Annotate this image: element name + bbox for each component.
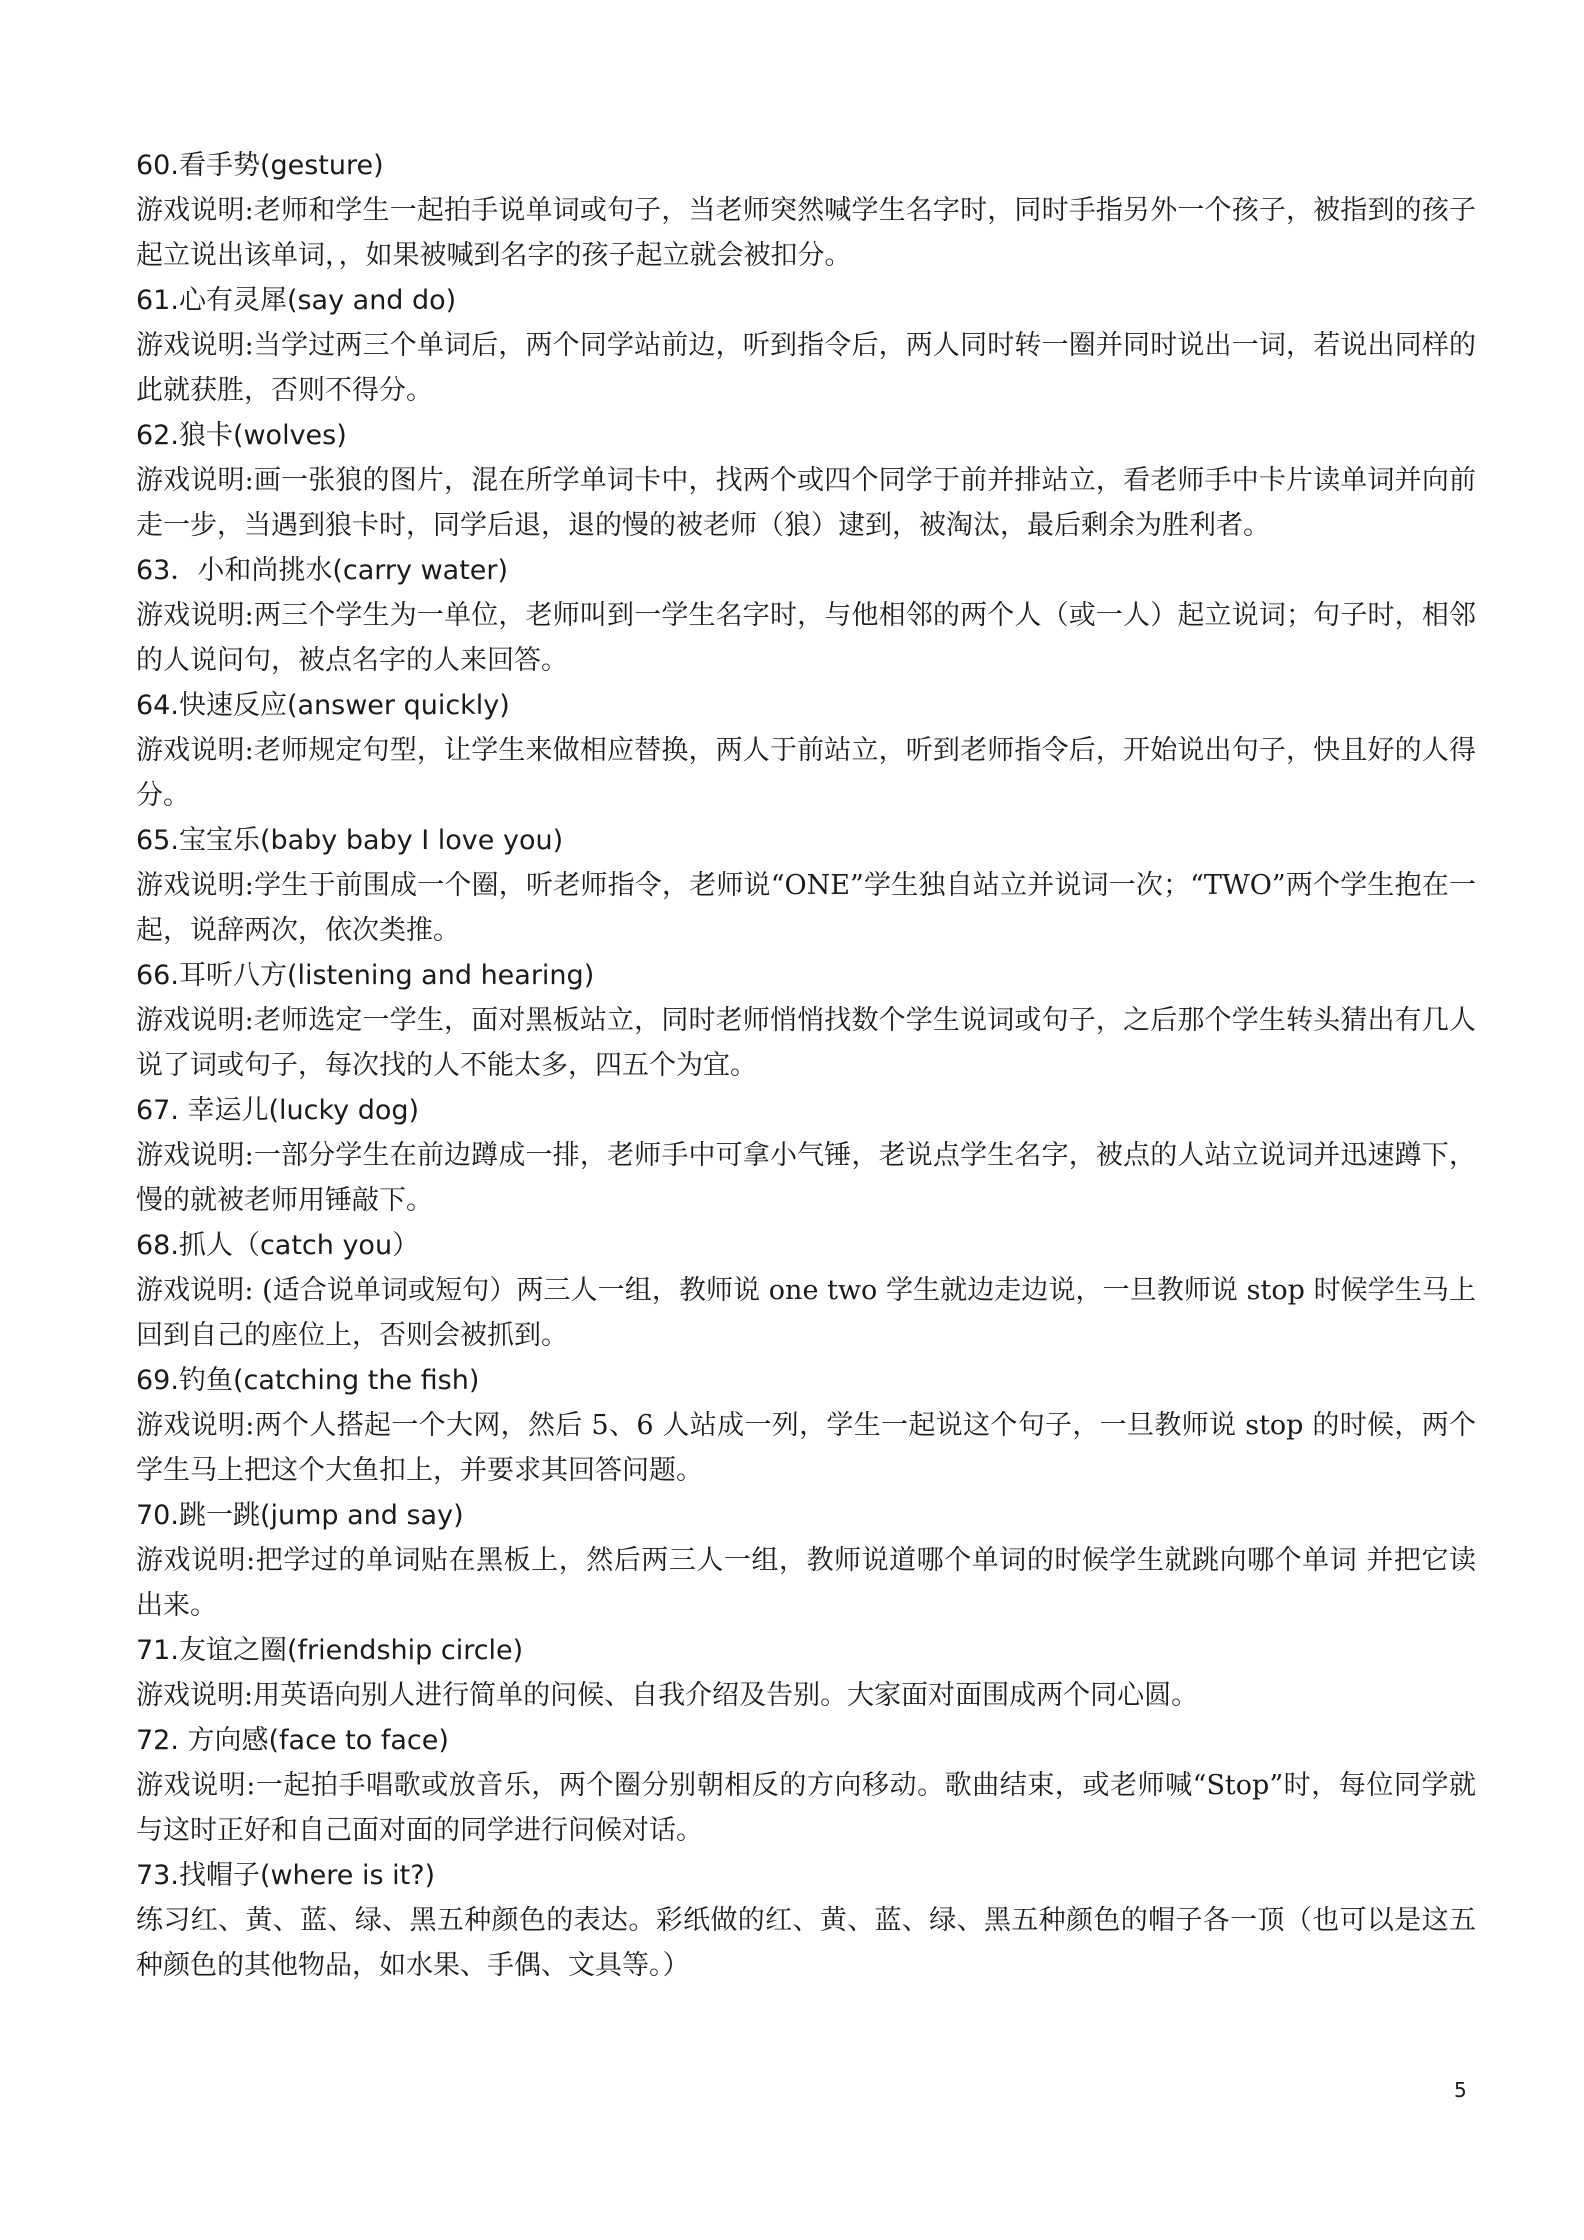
- game-description: 游戏说明:老师和学生一起拍手说单词或句子，当老师突然喊学生名字时，同时手指另外一个孩子，被指到的孩子起立说出该单词，，如果被喊到名字的孩子起立就会被扣分。: [136, 195, 1476, 271]
- game-description: 游戏说明:两三个学生为一单位，老师叫到一学生名字时，与他相邻的两个人（或一人）起立说词；句子时，相邻的人说问句，被点名字的人来回答。: [136, 600, 1476, 676]
- game-entry-63: [136, 548, 1476, 683]
- game-entry-69: [136, 1358, 1476, 1493]
- game-description: 游戏说明:一部分学生在前边蹲成一排，老师手中可拿小气锤，老说点学生名字，被点的人站立说词并迅速蹲下，慢的就被老师用锤敲下。: [136, 1140, 1476, 1216]
- game-entry-73: [136, 1853, 1476, 1988]
- game-entry-72: [136, 1718, 1476, 1853]
- game-title: 68.抓人（catch you）: [136, 1230, 420, 1261]
- game-description: 游戏说明:把学过的单词贴在黑板上，然后两三人一组，教师说道哪个单词的时候学生就跳向哪个单词 并把它读出来。: [136, 1545, 1476, 1621]
- game-description: 游戏说明:当学过两三个单词后，两个同学站前边，听到指令后，两人同时转一圈并同时说出一词，若说出同样的此就获胜，否则不得分。: [136, 330, 1476, 406]
- game-description: 游戏说明:画一张狼的图片，混在所学单词卡中，找两个或四个同学于前并排站立，看老师手中卡片读单词并向前走一步，当遇到狼卡时，同学后退，退的慢的被老师（狼）逮到，被淘汰，最后剩余为胜利者。: [136, 465, 1476, 541]
- game-entry-67: [136, 1088, 1476, 1223]
- game-entry-65: [136, 818, 1476, 953]
- game-entry-68: [136, 1223, 1476, 1358]
- game-list: [136, 143, 1476, 1988]
- game-description: 游戏说明: (适合说单词或短句）两三人一组，教师说 one two 学生就边走边说，一旦教师说 stop 时候学生马上回到自己的座位上，否则会被抓到。: [136, 1275, 1476, 1351]
- game-title: 70.跳一跳(jump and say): [136, 1500, 464, 1531]
- game-description: 练习红、黄、蓝、绿、黑五种颜色的表达。彩纸做的红、黄、蓝、绿、黑五种颜色的帽子各一顶（也可以是这五种颜色的其他物品，如水果、手偶、文具等。）: [136, 1905, 1476, 1981]
- game-title: 67. 幸运儿(lucky dog): [136, 1095, 420, 1126]
- game-entry-64: [136, 683, 1476, 818]
- game-title: 71.友谊之圈(friendship circle): [136, 1635, 524, 1666]
- game-description: 游戏说明:老师选定一学生，面对黑板站立，同时老师悄悄找数个学生说词或句子，之后那个学生转头猜出有几人说了词或句子，每次找的人不能太多，四五个为宜。: [136, 1005, 1476, 1081]
- game-entry-71: [136, 1628, 1476, 1718]
- game-entry-62: [136, 413, 1476, 548]
- game-description: 游戏说明:两个人搭起一个大网，然后 5、6 人站成一列，学生一起说这个句子，一旦教师说 stop 的时候，两个学生马上把这个大鱼扣上，并要求其回答问题。: [136, 1410, 1476, 1486]
- game-title: 60.看手势(gesture): [136, 150, 384, 181]
- page-number: 5: [1454, 2078, 1467, 2102]
- game-description: 游戏说明:用英语向别人进行简单的问候、自我介绍及告别。大家面对面围成两个同心圆。: [136, 1680, 1199, 1711]
- game-entry-60: [136, 143, 1476, 278]
- game-entry-66: [136, 953, 1476, 1088]
- game-description: 游戏说明:一起拍手唱歌或放音乐，两个圈分别朝相反的方向移动。歌曲结束，或老师喊“Stop”时，每位同学就与这时正好和自己面对面的同学进行问候对话。: [136, 1770, 1476, 1846]
- game-title: 64.快速反应(answer quickly): [136, 690, 510, 721]
- game-entry-61: [136, 278, 1476, 413]
- game-title: 65.宝宝乐(baby baby I love you): [136, 825, 564, 856]
- game-title: 63．小和尚挑水(carry water): [136, 555, 509, 586]
- game-description: 游戏说明:学生于前围成一个圈，听老师指令，老师说“ONE”学生独自站立并说词一次；“TWO”两个学生抱在一起，说辞两次，依次类推。: [136, 870, 1476, 946]
- game-title: 61.心有灵犀(say and do): [136, 285, 457, 316]
- game-title: 69.钓鱼(catching the fish): [136, 1365, 480, 1396]
- game-title: 62.狼卡(wolves): [136, 420, 347, 451]
- game-description: 游戏说明:老师规定句型，让学生来做相应替换，两人于前站立，听到老师指令后，开始说出句子，快且好的人得分。: [136, 735, 1476, 811]
- game-title: 72. 方向感(face to face): [136, 1725, 449, 1756]
- game-title: 66.耳听八方(listening and hearing): [136, 960, 595, 991]
- game-title: 73.找帽子(where is it?): [136, 1860, 436, 1891]
- game-entry-70: [136, 1493, 1476, 1628]
